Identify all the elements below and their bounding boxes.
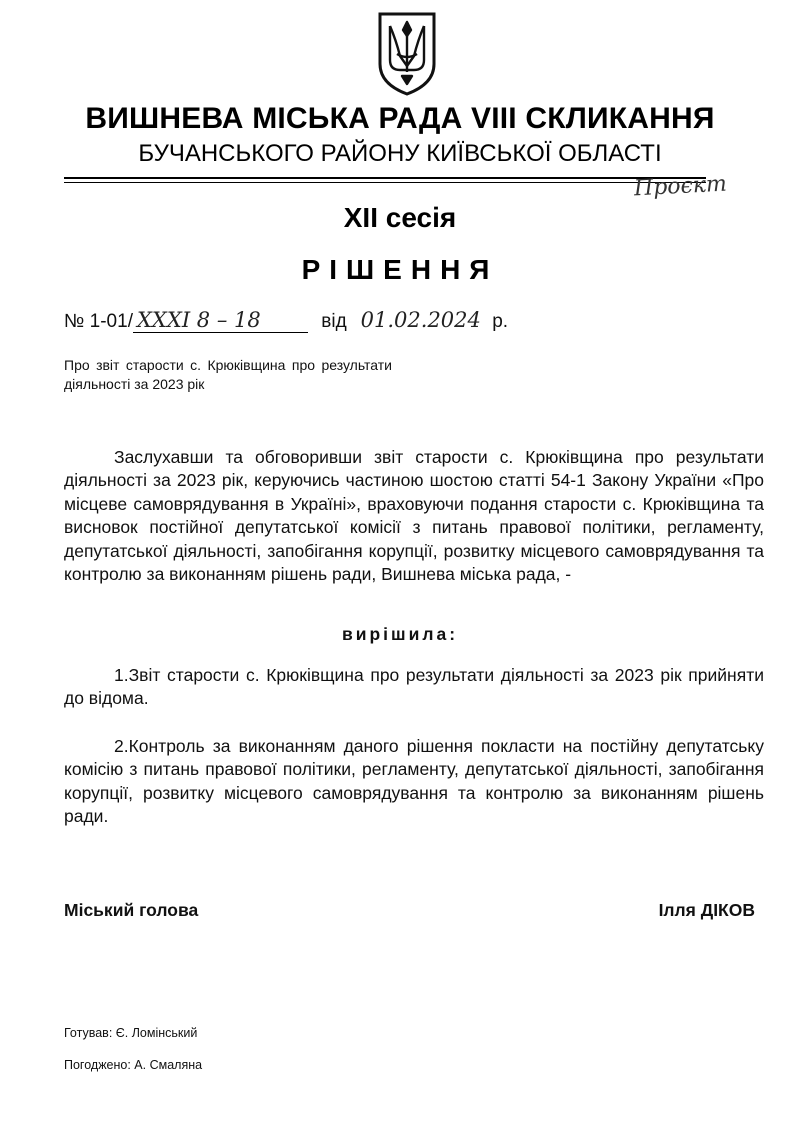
prepared-by: Готував: Є. Ломінський [64, 1026, 198, 1040]
number-blank [133, 310, 308, 333]
date-handwritten: 01.02.2024 [360, 308, 481, 332]
decision-item-1: 1.Звіт старости с. Крюківщина про результати діяльності за 2023 рік прийняти до відома. [64, 665, 764, 709]
number-prefix: № 1-01/ [64, 311, 133, 332]
scan-bleed-through [70, 40, 74, 55]
decision-item-2: 2.Контроль за виконанням даного рішення покласти на постійну депутатську комісію з питань правової політики, регламенту, депутатської діяльності, запобігання корупції, розвитку місцевого самоврядування та контролю за виконанням рішень ради. [64, 736, 764, 827]
approved-by: Погоджено: А. Смаляна [64, 1058, 203, 1072]
header-divider-thick [64, 177, 706, 179]
number-handwritten: XXXI 8 – 18 [136, 308, 261, 332]
session-title: XII сесія [343, 202, 457, 233]
draft-handwritten-mark: Проєкт [633, 171, 728, 202]
council-name-line1: ВИШНЕВА МІСЬКА РАДА VIII СКЛИКАННЯ [85, 102, 715, 135]
header-divider-thin [64, 182, 706, 183]
signatory-title: Міський голова [64, 900, 199, 920]
year-suffix: р. [492, 311, 509, 332]
council-name-line2: БУЧАНСЬКОГО РАЙОНУ КИЇВСЬКОЇ ОБЛАСТІ [138, 140, 662, 167]
resolve-heading: вирішила: [341, 624, 459, 644]
preamble-paragraph: Заслухавши та обговоривши звіт старости с. Крюківщина про результати діяльності за 2023 рік, керуючись частиною шостою статті 54-1 Закону України «Про місцеве самоврядування в Україні», враховуючи подання старости с. Крюківщина та висновок постійної депутатської комісії з питань правової політики, регламенту, депутатської діяльності, запобігання корупції, розвитку місцевого самоврядування та контролю за виконанням рішень ради, Вишнева міська рада, - [64, 447, 764, 585]
decision-subject: Про звіт старости с. Крюківщина про результати діяльності за 2023 рік [64, 357, 392, 392]
date-from-label: від [321, 311, 347, 332]
trident-emblem-icon [376, 10, 438, 96]
document-type-title: РІШЕННЯ [301, 254, 499, 285]
signatory-name: Ілля ДІКОВ [658, 900, 755, 920]
decision-number-line [64, 308, 508, 333]
